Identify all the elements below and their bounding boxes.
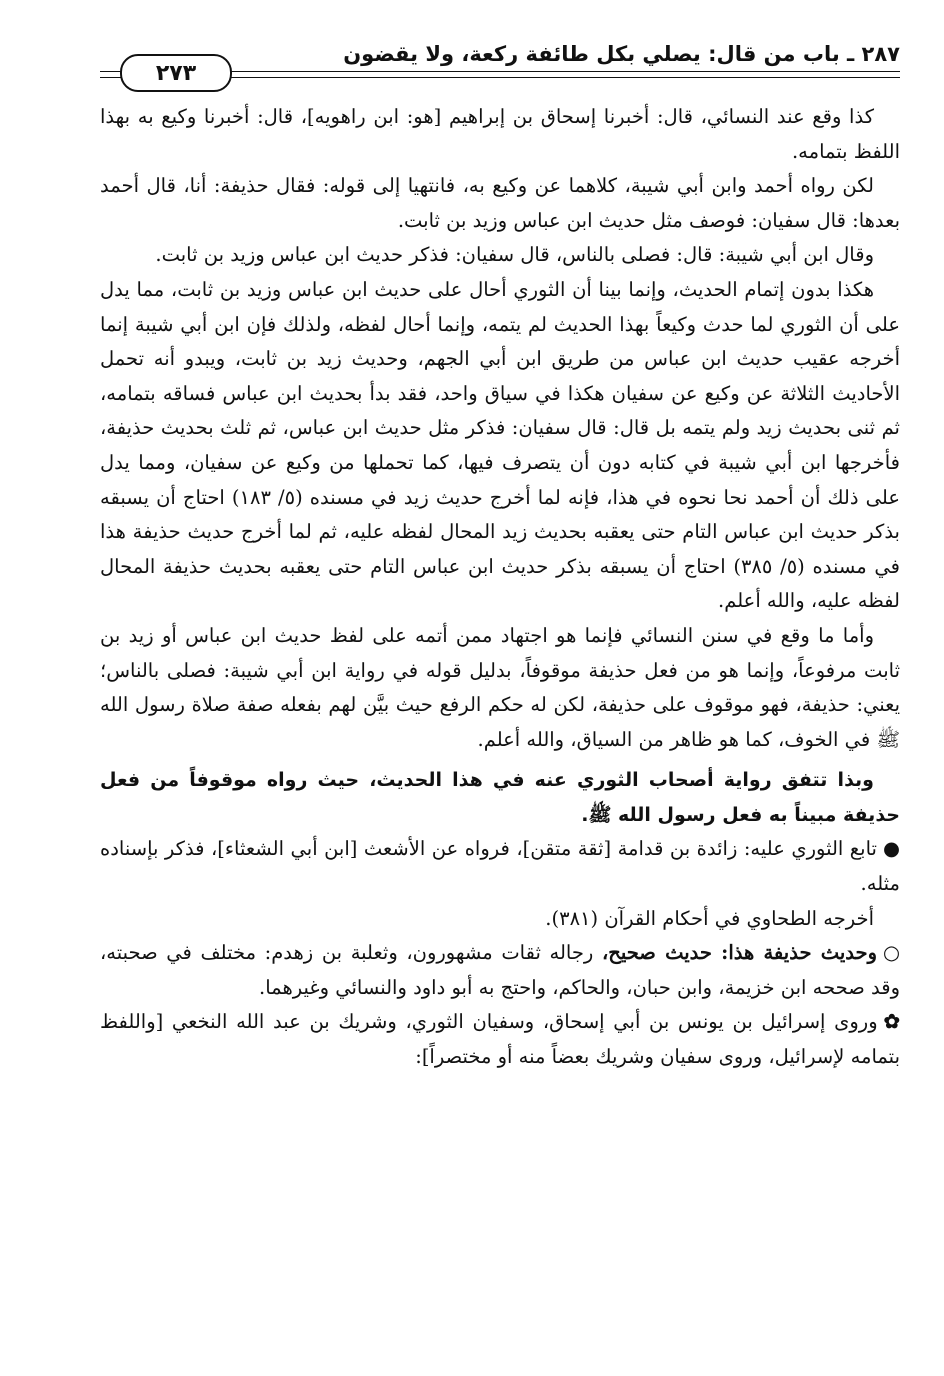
paragraph-1: كذا وقع عند النسائي، قال: أخبرنا إسحاق بن إبراهيم [هو: ابن راهويه]، قال: أخبرنا وكيع به بهذا اللفظ بتمامه. <box>100 105 900 163</box>
page-number-badge <box>120 54 232 92</box>
page-header <box>100 28 900 100</box>
chapter-title: ٢٨٧ ـ باب من قال: يصلي بكل طائفة ركعة، ولا يقضون <box>343 42 900 66</box>
bold-summary-paragraph: وبذا تتفق رواية أصحاب الثوري عنه في هذا الحديث، حيث رواه موقوفاً من فعل حذيفة مبيناً به فعل رسول الله ﷺ. <box>100 769 900 826</box>
page-number: ٢٧٣ <box>155 60 197 86</box>
body-text <box>100 100 900 1075</box>
paragraph-5: وأما ما وقع في سنن النسائي فإنما هو اجتهاد ممن أتمه على لفظ حديث ابن عباس أو زيد بن ثابت مرفوعاً، وإنما هو من فعل حذيفة موقوفاً، بدليل قوله في رواية ابن أبي شيبة: فصلى بالناس؛ يعني: حذيفة، فهو موقوف على حذيفة، لكن له حكم الرفع حيث بيَّن لهم بفعله صفة صلاة رسول الله ﷺ في الخوف، كما هو ظاهر من السياق، والله أعلم. <box>100 623 900 751</box>
last-paragraph-text: وروى إسرائيل بن يونس بن أبي إسحاق، وسفيان الثوري، وشريك بن عبد الله النخعي [واللفظ بتمامه لإسرائيل، وروى سفيان وشريك بعضاً منه أو مختصراً]: <box>100 1010 900 1069</box>
paragraph-2: لكن رواه أحمد وابن أبي شيبة، كلاهما عن وكيع به، فانتهيا إلى قوله: فقال حذيفة: أنا، قال أحمد بعدها: قال سفيان: فوصف مثل حديث ابن عباس وزيد بن ثابت. <box>100 174 900 232</box>
verdict-paragraph <box>100 936 900 1005</box>
paragraph-4: هكذا بدون إتمام الحديث، وإنما بينا أن الثوري أحال على حديث ابن عباس وزيد بن ثابت، مما يدل على أن الثوري لما حدث وكيعاً بهذا الحديث لم يتمه، وإنما أحال لفظه، ولذلك فإن ابن أبي شيبة إنما أخرجه عقيب حديث ابن عباس من طريق ابن أبي الجهم، وحديث زيد بن ثابت، ويبدو أنه تحمل الأحاديث الثلاثة عن وكيع عن سفيان هكذا في سياق واحد، فقد بدأ بحديث ابن عباس فساقه بتمامه، ثم ثنى بحديث زيد ولم يتمه بل قال: قال سفيان: فذكر مثل حديث ابن عباس، ثم ثلث بحديث حذيفة، فأخرجها ابن أبي شيبة في كتابه دون أن يتصرف فيها، كما تحملها من وكيع عن سفيان، ومما يدل على ذلك أن أحمد نحا نحوه في هذا، فإنه لما أخرج حديث زيد في مسنده (٥/ ١٨٣) احتاج أن يسبقه بذكر حديث ابن عباس التام حتى يعقبه بحديث زيد المحال لفظه عليه، ثم لما أخرج حديث حذيفة هذا في مسنده (٥/ ٣٨٥) احتاج أن يسبقه بذكر حديث ابن عباس التام حتى يعقبه بحديث حذيفة المحال لفظه عليه، والله أعلم. <box>100 277 900 613</box>
flower-marker-icon: ✿ <box>883 1010 900 1034</box>
source-line: أخرجه الطحاوي في أحكام القرآن (٣٨١). <box>545 906 874 930</box>
last-paragraph <box>100 1005 900 1074</box>
follow-up-paragraph <box>100 832 900 901</box>
follow-up-text: تابع الثوري عليه: زائدة بن قدامة [ثقة متقن]، فرواه عن الأشعث [ابن أبي الشعثاء]، فذكر بإسناده مثله. <box>100 837 900 896</box>
verdict-marker-icon: ○ <box>883 941 901 965</box>
verdict-text: رجاله ثقات مشهورون، وثعلبة بن زهدم: مختلف في صحبته، وقد صححه ابن خزيمة، وابن حبان، والحاكم، واحتج به أبو داود والنسائي وغيرهما. <box>100 941 900 999</box>
document-page <box>100 28 900 1348</box>
follow-up-marker-icon: ● <box>882 837 900 861</box>
paragraph-3: وقال ابن أبي شيبة: قال: فصلى بالناس، قال سفيان: فذكر حديث ابن عباس وزيد بن ثابت. <box>155 243 874 267</box>
verdict-lead: وحديث حذيفة هذا: حديث صحيح، <box>601 941 877 965</box>
